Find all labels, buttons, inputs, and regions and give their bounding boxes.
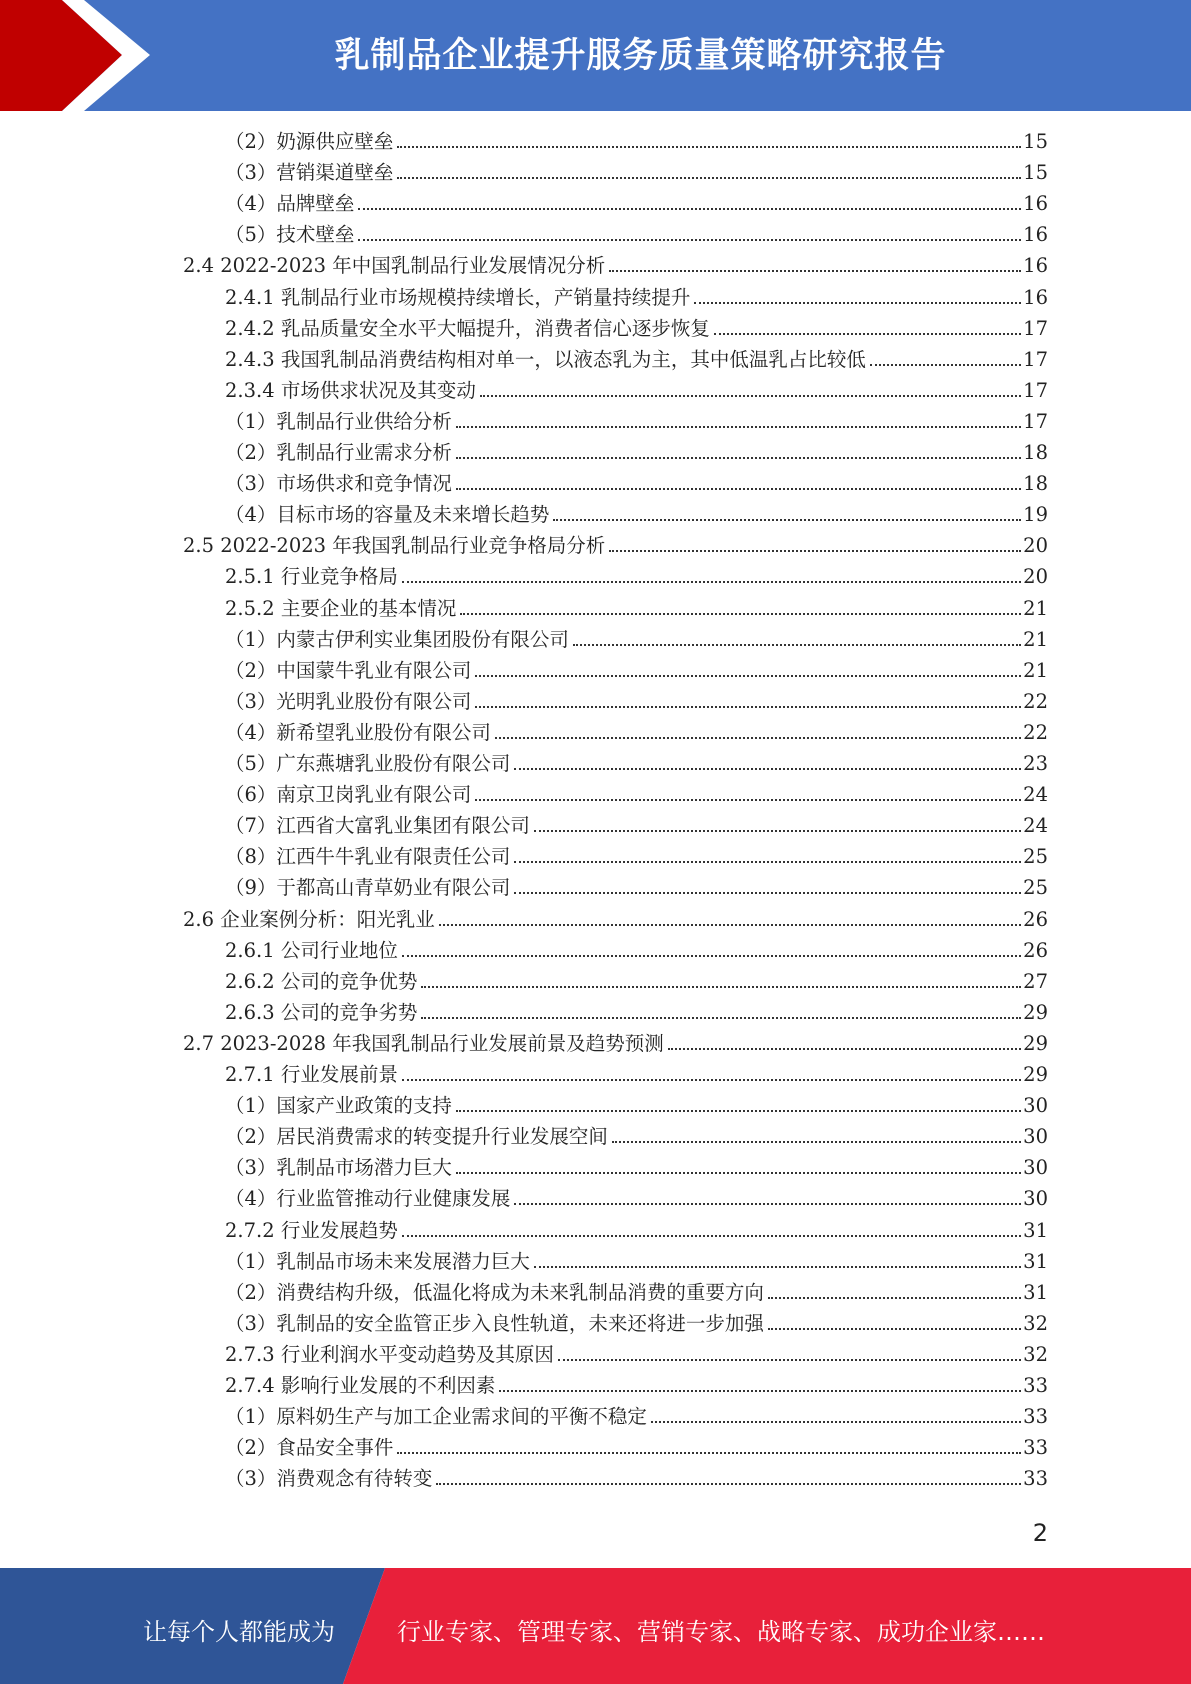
toc-dot-leader — [495, 737, 1021, 739]
toc-entry[interactable] — [225, 1463, 1048, 1494]
toc-entry[interactable] — [225, 282, 1048, 313]
toc-entry-page: 16 — [1023, 254, 1048, 278]
toc-entry[interactable] — [225, 717, 1048, 748]
footer-slogan-left: 让每个人都能成为 — [143, 1618, 335, 1646]
toc-entry-page: 15 — [1023, 130, 1048, 153]
toc-entry-page: 29 — [1023, 1031, 1048, 1055]
toc-entry-page: 31 — [1023, 1249, 1048, 1273]
toc-entry-title: （3）市场供求和竞争情况 — [225, 472, 452, 496]
toc-entry-title: 2.7.1 行业发展前景 — [225, 1063, 398, 1086]
toc-entry-title: （3）乳制品的安全监管正步入良性轨道，未来还将进一步加强 — [225, 1311, 764, 1335]
toc-entry-title: （5）广东燕塘乳业股份有限公司 — [225, 752, 511, 775]
toc-entry-page: 22 — [1023, 720, 1048, 744]
toc-entry[interactable] — [183, 904, 1048, 935]
toc-entry-title: 2.7 2023-2028 年我国乳制品行业发展前景及趋势预测 — [183, 1031, 664, 1055]
toc-entry[interactable] — [225, 872, 1048, 903]
toc-dot-leader — [514, 1203, 1021, 1205]
toc-dot-leader — [402, 955, 1021, 957]
toc-entry-page: 18 — [1023, 441, 1048, 464]
toc-entry[interactable] — [225, 1090, 1048, 1121]
toc-entry[interactable] — [225, 935, 1048, 966]
toc-entry-title: 2.6.1 公司行业地位 — [225, 938, 398, 962]
toc-entry-page: 22 — [1023, 689, 1048, 713]
toc-entry-title: （4）行业监管推动行业健康发展 — [225, 1187, 511, 1211]
toc-entry-page: 25 — [1023, 845, 1048, 869]
report-title: 乳制品企业提升服务质量策略研究报告 — [334, 36, 947, 76]
toc-entry-title: （4）新希望乳业股份有限公司 — [225, 720, 491, 744]
toc-entry[interactable] — [225, 1370, 1048, 1401]
toc-entry[interactable] — [225, 313, 1048, 344]
toc-dot-leader — [397, 177, 1021, 179]
toc-entry-page: 30 — [1023, 1187, 1048, 1211]
toc-entry-page: 26 — [1023, 938, 1048, 962]
toc-entry-page: 17 — [1023, 409, 1048, 433]
toc-dot-leader — [870, 364, 1021, 366]
toc-entry-page: 21 — [1023, 596, 1048, 620]
toc-entry[interactable] — [225, 779, 1048, 810]
toc-entry[interactable] — [225, 593, 1048, 624]
toc-entry[interactable] — [225, 748, 1048, 779]
toc-entry-title: 2.7.4 影响行业发展的不利因素 — [225, 1374, 496, 1397]
toc-entry-page: 30 — [1023, 1156, 1048, 1180]
toc-entry-page: 26 — [1023, 907, 1048, 931]
toc-entry-page: 29 — [1023, 1000, 1048, 1024]
toc-entry-title: 2.7.3 行业利润水平变动趋势及其原因 — [225, 1342, 554, 1366]
toc-dot-leader — [573, 644, 1021, 646]
toc-entry[interactable] — [225, 810, 1048, 841]
toc-entry-page: 33 — [1023, 1467, 1048, 1491]
toc-entry-page: 33 — [1023, 1436, 1048, 1460]
toc-dot-leader — [456, 457, 1021, 459]
toc-dot-leader — [397, 146, 1021, 148]
toc-dot-leader — [694, 302, 1021, 304]
toc-entry-page: 16 — [1023, 285, 1048, 309]
toc-entry[interactable] — [225, 997, 1048, 1028]
toc-entry-title: 2.4.3 我国乳制品消费结构相对单一，以液态乳为主，其中低温乳占比较低 — [225, 347, 866, 371]
toc-dot-leader — [475, 675, 1021, 677]
toc-entry-title: （4）品牌壁垒 — [225, 192, 355, 216]
toc-entry-title: （9）于都高山青草奶业有限公司 — [225, 876, 511, 900]
toc-dot-leader — [514, 768, 1021, 770]
toc-entry[interactable] — [225, 561, 1048, 592]
toc-entry-title: （1）乳制品行业供给分析 — [225, 409, 452, 433]
toc-dot-leader — [402, 1079, 1021, 1081]
toc-dot-leader — [534, 1266, 1021, 1268]
toc-dot-leader — [609, 550, 1021, 552]
toc-dot-leader — [768, 1328, 1021, 1330]
toc-entry-title: 2.5 2022-2023 年我国乳制品行业竞争格局分析 — [183, 534, 606, 558]
toc-dot-leader — [768, 1297, 1021, 1299]
toc-dot-leader — [436, 1483, 1021, 1485]
toc-entry[interactable] — [225, 1152, 1048, 1183]
toc-entry[interactable] — [225, 1401, 1048, 1432]
toc-entry-title: 2.4.1 乳制品行业市场规模持续增长，产销量持续提升 — [225, 285, 691, 309]
toc-entry-page: 23 — [1023, 752, 1048, 775]
toc-entry-page: 31 — [1023, 1218, 1048, 1242]
toc-entry-title: 2.4 2022-2023 年中国乳制品行业发展情况分析 — [183, 254, 606, 278]
page-number: 2 — [1032, 1519, 1048, 1547]
toc-entry-title: 2.5.1 行业竞争格局 — [225, 565, 398, 589]
toc-entry[interactable] — [225, 1246, 1048, 1277]
toc-entry-title: （5）技术壁垒 — [225, 223, 355, 247]
toc-entry[interactable] — [183, 250, 1048, 281]
toc-dot-leader — [460, 613, 1021, 615]
toc-dot-leader — [714, 333, 1021, 335]
toc-entry-page: 20 — [1023, 534, 1048, 558]
toc-entry-title: （1）内蒙古伊利实业集团股份有限公司 — [225, 627, 569, 651]
toc-entry[interactable] — [225, 344, 1048, 375]
toc-entry[interactable] — [225, 655, 1048, 686]
toc-dot-leader — [514, 892, 1021, 894]
toc-entry[interactable] — [225, 624, 1048, 655]
toc-dot-leader — [397, 1452, 1021, 1454]
toc-entry[interactable] — [225, 1215, 1048, 1246]
toc-entry[interactable] — [225, 1183, 1048, 1214]
toc-entry[interactable] — [225, 219, 1048, 250]
toc-entry-page: 33 — [1023, 1405, 1048, 1429]
toc-entry-title: （2）乳制品行业需求分析 — [225, 441, 452, 464]
toc-entry-title: （2）居民消费需求的转变提升行业发展空间 — [225, 1125, 608, 1149]
toc-entry[interactable] — [225, 841, 1048, 872]
toc-entry-title: 2.7.2 行业发展趋势 — [225, 1218, 398, 1242]
toc-entry-page: 21 — [1023, 627, 1048, 651]
toc-dot-leader — [421, 1017, 1021, 1019]
toc-dot-leader — [358, 239, 1021, 241]
toc-entry-page: 27 — [1023, 969, 1048, 993]
toc-entry-title: 2.6.3 公司的竞争劣势 — [225, 1000, 418, 1024]
toc-entry[interactable] — [225, 1432, 1048, 1463]
toc-entry-title: 2.4.2 乳品质量安全水平大幅提升，消费者信心逐步恢复 — [225, 316, 710, 340]
toc-entry[interactable] — [225, 437, 1048, 468]
toc-entry-page: 24 — [1023, 814, 1048, 838]
toc-entry-title: （4）目标市场的容量及未来增长趋势 — [225, 503, 550, 527]
toc-entry-page: 18 — [1023, 472, 1048, 496]
toc-dot-leader — [456, 1172, 1021, 1174]
toc-entry-title: 2.3.4 市场供求状况及其变动 — [225, 378, 476, 402]
toc-entry-page: 19 — [1023, 503, 1048, 527]
toc-entry-title: 2.6.2 公司的竞争优势 — [225, 969, 418, 993]
toc-entry-page: 16 — [1023, 192, 1048, 216]
toc-dot-leader — [499, 1390, 1021, 1392]
toc-entry-title: （3）光明乳业股份有限公司 — [225, 689, 472, 713]
toc-entry[interactable] — [225, 1277, 1048, 1308]
toc-entry-page: 30 — [1023, 1125, 1048, 1149]
toc-entry-page: 24 — [1023, 783, 1048, 807]
page-header — [0, 0, 1191, 111]
toc-dot-leader — [439, 924, 1021, 926]
toc-entry[interactable] — [225, 686, 1048, 717]
toc-entry-page: 17 — [1023, 378, 1048, 402]
toc-dot-leader — [558, 1359, 1021, 1361]
toc-entry-title: 2.6 企业案例分析：阳光乳业 — [183, 907, 435, 931]
toc-entry-title: （8）江西牛牛乳业有限责任公司 — [225, 845, 511, 869]
toc-entry[interactable] — [225, 468, 1048, 499]
toc-dot-leader — [514, 861, 1021, 863]
toc-entry-page: 31 — [1023, 1280, 1048, 1304]
toc-dot-leader — [480, 395, 1021, 397]
toc-entry-page: 30 — [1023, 1094, 1048, 1118]
toc-entry-title: （7）江西省大富乳业集团有限公司 — [225, 814, 530, 838]
toc-dot-leader — [553, 519, 1021, 521]
toc-entry[interactable] — [225, 499, 1048, 530]
toc-entry[interactable] — [225, 1121, 1048, 1152]
toc-dot-leader — [456, 488, 1021, 490]
page-footer — [0, 1568, 1191, 1684]
toc-entry[interactable] — [225, 406, 1048, 437]
footer-slogan-right: 行业专家、管理专家、营销专家、战略专家、成功企业家…… — [397, 1618, 1045, 1646]
toc-dot-leader — [475, 706, 1021, 708]
toc-entry-title: （3）营销渠道壁垒 — [225, 161, 394, 185]
toc-entry-page: 33 — [1023, 1374, 1048, 1397]
toc-dot-leader — [534, 830, 1021, 832]
toc-entry[interactable] — [225, 1308, 1048, 1339]
toc-dot-leader — [475, 799, 1021, 801]
toc-entry-page: 25 — [1023, 876, 1048, 900]
toc-dot-leader — [421, 986, 1021, 988]
toc-entry-title: （2）中国蒙牛乳业有限公司 — [225, 658, 472, 682]
toc-entry-title: （1）乳制品市场未来发展潜力巨大 — [225, 1249, 530, 1273]
toc-entry-title: （1）原料奶生产与加工企业需求间的平衡不稳定 — [225, 1405, 647, 1429]
toc-entry[interactable] — [225, 966, 1048, 997]
toc-entry-title: （1）国家产业政策的支持 — [225, 1094, 452, 1118]
toc-entry[interactable] — [183, 1028, 1048, 1059]
toc-dot-leader — [651, 1421, 1021, 1423]
toc-dot-leader — [402, 1235, 1021, 1237]
toc-dot-leader — [402, 581, 1021, 583]
toc-entry[interactable] — [225, 1059, 1048, 1090]
toc-entry-page: 17 — [1023, 316, 1048, 340]
toc-entry[interactable] — [183, 530, 1048, 561]
toc-entry-title: （2）消费结构升级，低温化将成为未来乳制品消费的重要方向 — [225, 1280, 764, 1304]
toc-entry-page: 29 — [1023, 1063, 1048, 1086]
toc-entry-page: 32 — [1023, 1311, 1048, 1335]
toc-entry-page: 21 — [1023, 658, 1048, 682]
toc-entry-page: 20 — [1023, 565, 1048, 589]
toc-entry[interactable] — [225, 375, 1048, 406]
toc-entry[interactable] — [225, 1339, 1048, 1370]
toc-dot-leader — [612, 1141, 1021, 1143]
toc-entry-page: 32 — [1023, 1342, 1048, 1366]
toc-entry-title: （3）消费观念有待转变 — [225, 1467, 433, 1491]
toc-dot-leader — [668, 1048, 1021, 1050]
toc-entry-title: （3）乳制品市场潜力巨大 — [225, 1156, 452, 1180]
toc-entry-title: 2.5.2 主要企业的基本情况 — [225, 596, 457, 620]
toc-dot-leader — [609, 270, 1021, 272]
toc-entry[interactable] — [225, 188, 1048, 219]
toc-entry[interactable] — [225, 157, 1048, 188]
toc-entry[interactable] — [225, 126, 1048, 157]
toc-entry-page: 15 — [1023, 161, 1048, 185]
toc-dot-leader — [358, 208, 1021, 210]
toc-entry-title: （6）南京卫岗乳业有限公司 — [225, 783, 472, 807]
toc-entry-title: （2）奶源供应壁垒 — [225, 130, 394, 153]
toc-entry-page: 16 — [1023, 223, 1048, 247]
toc-dot-leader — [456, 426, 1021, 428]
toc-entry-page: 17 — [1023, 347, 1048, 371]
toc-entry-title: （2）食品安全事件 — [225, 1436, 394, 1460]
toc-dot-leader — [456, 1110, 1021, 1112]
